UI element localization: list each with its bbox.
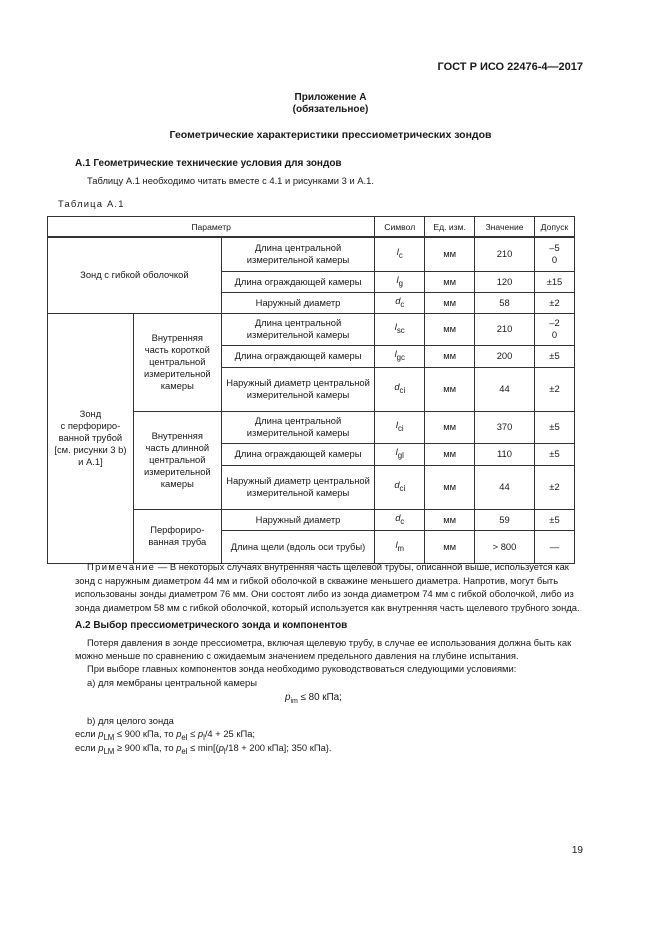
item-a: a) для мембраны центральной камеры [87, 677, 257, 688]
subgroup-long-label [133, 411, 221, 509]
symbol-cell [375, 509, 425, 530]
main-title: Геометрические характеристики прессиометрических зондов [169, 129, 492, 141]
tolerance-cell: ±5 [534, 443, 574, 465]
param-cell: Длина ограждающей камеры [221, 443, 375, 465]
value-cell: 59 [475, 509, 535, 530]
subgroup-label-line: ванная труба [148, 536, 207, 547]
subgroup-label-line: центральной [149, 356, 206, 367]
cond-var: p [98, 742, 104, 753]
symbol-letter: l [395, 419, 398, 431]
section-a2-p2: При выборе главных компонентов зонда необходимо руководствоваться следующими условиями: [87, 663, 517, 674]
subgroup-label-line: камеры [160, 380, 194, 391]
group2-label-line: с перфориро- [60, 420, 121, 431]
value-cell: 370 [475, 411, 535, 443]
header-param: Параметр [48, 217, 375, 238]
group2-label [48, 313, 134, 563]
symbol-letter: l [394, 348, 397, 360]
cond-sub: l [203, 732, 205, 742]
section-a2-heading: А.2 Выбор прессиометрического зонда и компонентов [75, 620, 348, 631]
appendix-status: (обязательное) [292, 104, 369, 115]
spec-table [47, 216, 575, 564]
group2-label-line: ванной трубой [58, 432, 123, 443]
cond-var: p [197, 728, 204, 739]
symbol-cell [375, 237, 425, 271]
param-cell: Наружный диаметр [221, 509, 375, 530]
subgroup-label-line: часть длинной [145, 442, 210, 453]
cond-var: p [218, 742, 224, 753]
unit-cell: мм [425, 443, 475, 465]
cond-text: если [75, 728, 99, 739]
symbol-letter: l [396, 273, 399, 285]
symbol-sub: c [400, 299, 405, 309]
symbol-letter: l [394, 321, 397, 333]
symbol-letter: d [395, 511, 401, 523]
unit-cell: мм [425, 367, 475, 411]
item-b: b) для целого зонда [87, 715, 174, 726]
cond-var: p [176, 728, 182, 739]
symbol-letter: d [394, 381, 400, 393]
symbol-cell [375, 443, 425, 465]
value-cell: 110 [475, 443, 535, 465]
section-a2-p1: Потеря давления в зонде прессиометра, включая щелевую трубу, в случае ее использования должна быть как можно меньше по сравнению с ожидаемым значением предельного давления на глубине испытания. [75, 637, 572, 661]
header-unit: Ед. изм. [425, 217, 475, 238]
symbol-sub: ci [399, 483, 406, 493]
value-cell: 210 [475, 237, 535, 271]
tolerance-cell: ±15 [534, 271, 574, 292]
symbol-sub: c [400, 516, 405, 526]
subgroup-label-line: Внутренняя [151, 430, 203, 441]
symbol-letter: l [395, 538, 398, 550]
note-text: — В некоторых случаях внутренняя часть щелевой трубы, описанной выше, используется как зонд с наружным диаметром 44 мм и гибкой оболочкой в скважине меньшего диаметра. Напротив, могут быть использованы зонды диаметром 76 мм. Они состоят либо из зонда диаметром 74 мм с гибкой оболочкой, либо из зонда диаметром 58 мм с гибкой оболочкой, который используется как внутренняя часть щелевого трубного зонда. [75, 561, 580, 613]
section-a1-heading: А.1 Геометрические технические условия для зондов [75, 158, 342, 169]
symbol-sub: m [397, 543, 405, 553]
table-note [75, 560, 583, 614]
symbol-sub: gc [396, 352, 405, 362]
param-cell: Длина центральной измерительной камеры [221, 313, 375, 345]
symbol-cell [375, 313, 425, 345]
subgroup-label-line: часть короткой [144, 344, 210, 355]
unit-cell: мм [425, 465, 475, 509]
tolerance-cell: ±5 [534, 345, 574, 367]
subgroup-label-line: центральной [149, 454, 206, 465]
symbol-sub: gl [397, 450, 404, 460]
cond-text: /4 + 25 кПа; [204, 728, 256, 739]
cond-sub: LM [103, 732, 115, 742]
subgroup-label-line: измерительной [143, 466, 211, 477]
cond-text: /18 + 200 кПа]; 350 кПа}. [225, 742, 332, 753]
tolerance-cell: — [534, 530, 574, 563]
symbol-cell [375, 345, 425, 367]
symbol-letter: d [395, 294, 401, 306]
appendix-title: Приложение А [294, 92, 367, 103]
symbol-sub: sc [396, 325, 405, 335]
subgroup-label-line: Внутренняя [151, 332, 203, 343]
param-cell: Длина ограждающей камеры [221, 271, 375, 292]
cond-text: ≥ 900 кПа, то [114, 742, 177, 753]
unit-cell: мм [425, 345, 475, 367]
table-header-row [48, 217, 575, 238]
unit-cell: мм [425, 237, 475, 271]
subgroup-short-label [133, 313, 221, 411]
document-code: ГОСТ Р ИСО 22476-4—2017 [437, 61, 583, 73]
subgroup-label-line: Перфориро- [150, 524, 205, 535]
symbol-cell [375, 530, 425, 563]
tolerance-cell: ±2 [534, 292, 574, 313]
formula-sub: im [290, 697, 298, 705]
formula-rel: ≤ 80 кПа; [300, 692, 342, 703]
tolerance-lower: 0 [551, 329, 558, 340]
symbol-sub: g [398, 278, 403, 288]
tolerance-cell [534, 237, 574, 271]
table-row [48, 313, 575, 345]
value-cell: 210 [475, 313, 535, 345]
section-a1-text: Таблицу А.1 необходимо читать вместе с 4.1 и рисунками 3 и А.1. [87, 175, 374, 186]
header-value: Значение [475, 217, 535, 238]
cond-text: ≤ min[( [187, 742, 219, 753]
symbol-cell [375, 465, 425, 509]
unit-cell: мм [425, 530, 475, 563]
tolerance-upper: –5 [549, 242, 560, 254]
symbol-cell [375, 271, 425, 292]
formula-var: p [285, 692, 291, 703]
tolerance-cell: ±5 [534, 509, 574, 530]
symbol-cell [375, 411, 425, 443]
param-cell: Длина щели (вдоль оси трубы) [221, 530, 375, 563]
cond-text: ≤ [187, 728, 198, 739]
note-label: Примечание [87, 561, 156, 572]
unit-cell: мм [425, 313, 475, 345]
subgroup-label-line: камеры [160, 478, 194, 489]
page-number: 19 [571, 845, 583, 856]
symbol-letter: d [394, 479, 400, 491]
symbol-cell [375, 292, 425, 313]
subgroup-label-line: измерительной [143, 368, 211, 379]
group2-label-line: [см. рисунки 3 b) [54, 444, 127, 455]
group2-label-line: Зонд [79, 408, 102, 419]
value-cell: 44 [475, 465, 535, 509]
unit-cell: мм [425, 292, 475, 313]
value-cell: > 800 [475, 530, 535, 563]
param-cell: Наружный диаметр центральной измерительной камеры [221, 367, 375, 411]
symbol-sub: ci [397, 423, 404, 433]
value-cell: 44 [475, 367, 535, 411]
param-cell: Длина центральной измерительной камеры [221, 411, 375, 443]
header-symbol: Символ [375, 217, 425, 238]
tolerance-cell [534, 313, 574, 345]
condition-1 [75, 728, 255, 742]
cond-text: если [75, 742, 99, 753]
cond-sub: el [181, 732, 188, 742]
tolerance-cell: ±2 [534, 465, 574, 509]
unit-cell: мм [425, 271, 475, 292]
value-cell: 200 [475, 345, 535, 367]
symbol-sub: c [398, 251, 403, 261]
subgroup-perf-label [133, 509, 221, 563]
param-cell: Наружный диаметр центральной измерительной камеры [221, 465, 375, 509]
value-cell: 120 [475, 271, 535, 292]
symbol-letter: l [396, 246, 399, 258]
cond-sub: LM [103, 746, 115, 756]
symbol-sub: ci [399, 385, 406, 395]
symbol-letter: l [395, 446, 398, 458]
group2-label-line: и А.1] [78, 456, 103, 467]
formula-membrane [285, 692, 342, 705]
cond-sub: l [223, 746, 226, 756]
cond-sub: el [181, 746, 188, 756]
table-caption: Таблица А.1 [58, 198, 125, 209]
tolerance-lower: 0 [551, 254, 558, 266]
param-cell: Длина центральной измерительной камеры [221, 237, 375, 271]
cond-var: p [176, 742, 182, 753]
symbol-cell [375, 367, 425, 411]
header-tolerance: Допуск [534, 217, 574, 238]
table-row [48, 237, 575, 271]
unit-cell: мм [425, 509, 475, 530]
unit-cell: мм [425, 411, 475, 443]
group1-label: Зонд с гибкой оболочкой [48, 237, 222, 313]
cond-var: p [98, 728, 104, 739]
tolerance-upper: –2 [549, 317, 560, 328]
tolerance-cell: ±5 [534, 411, 574, 443]
value-cell: 58 [475, 292, 535, 313]
cond-text: ≤ 900 кПа, то [114, 728, 177, 739]
condition-2 [75, 742, 332, 756]
param-cell: Длина ограждающей камеры [221, 345, 375, 367]
param-cell: Наружный диаметр [221, 292, 375, 313]
tolerance-cell: ±2 [534, 367, 574, 411]
